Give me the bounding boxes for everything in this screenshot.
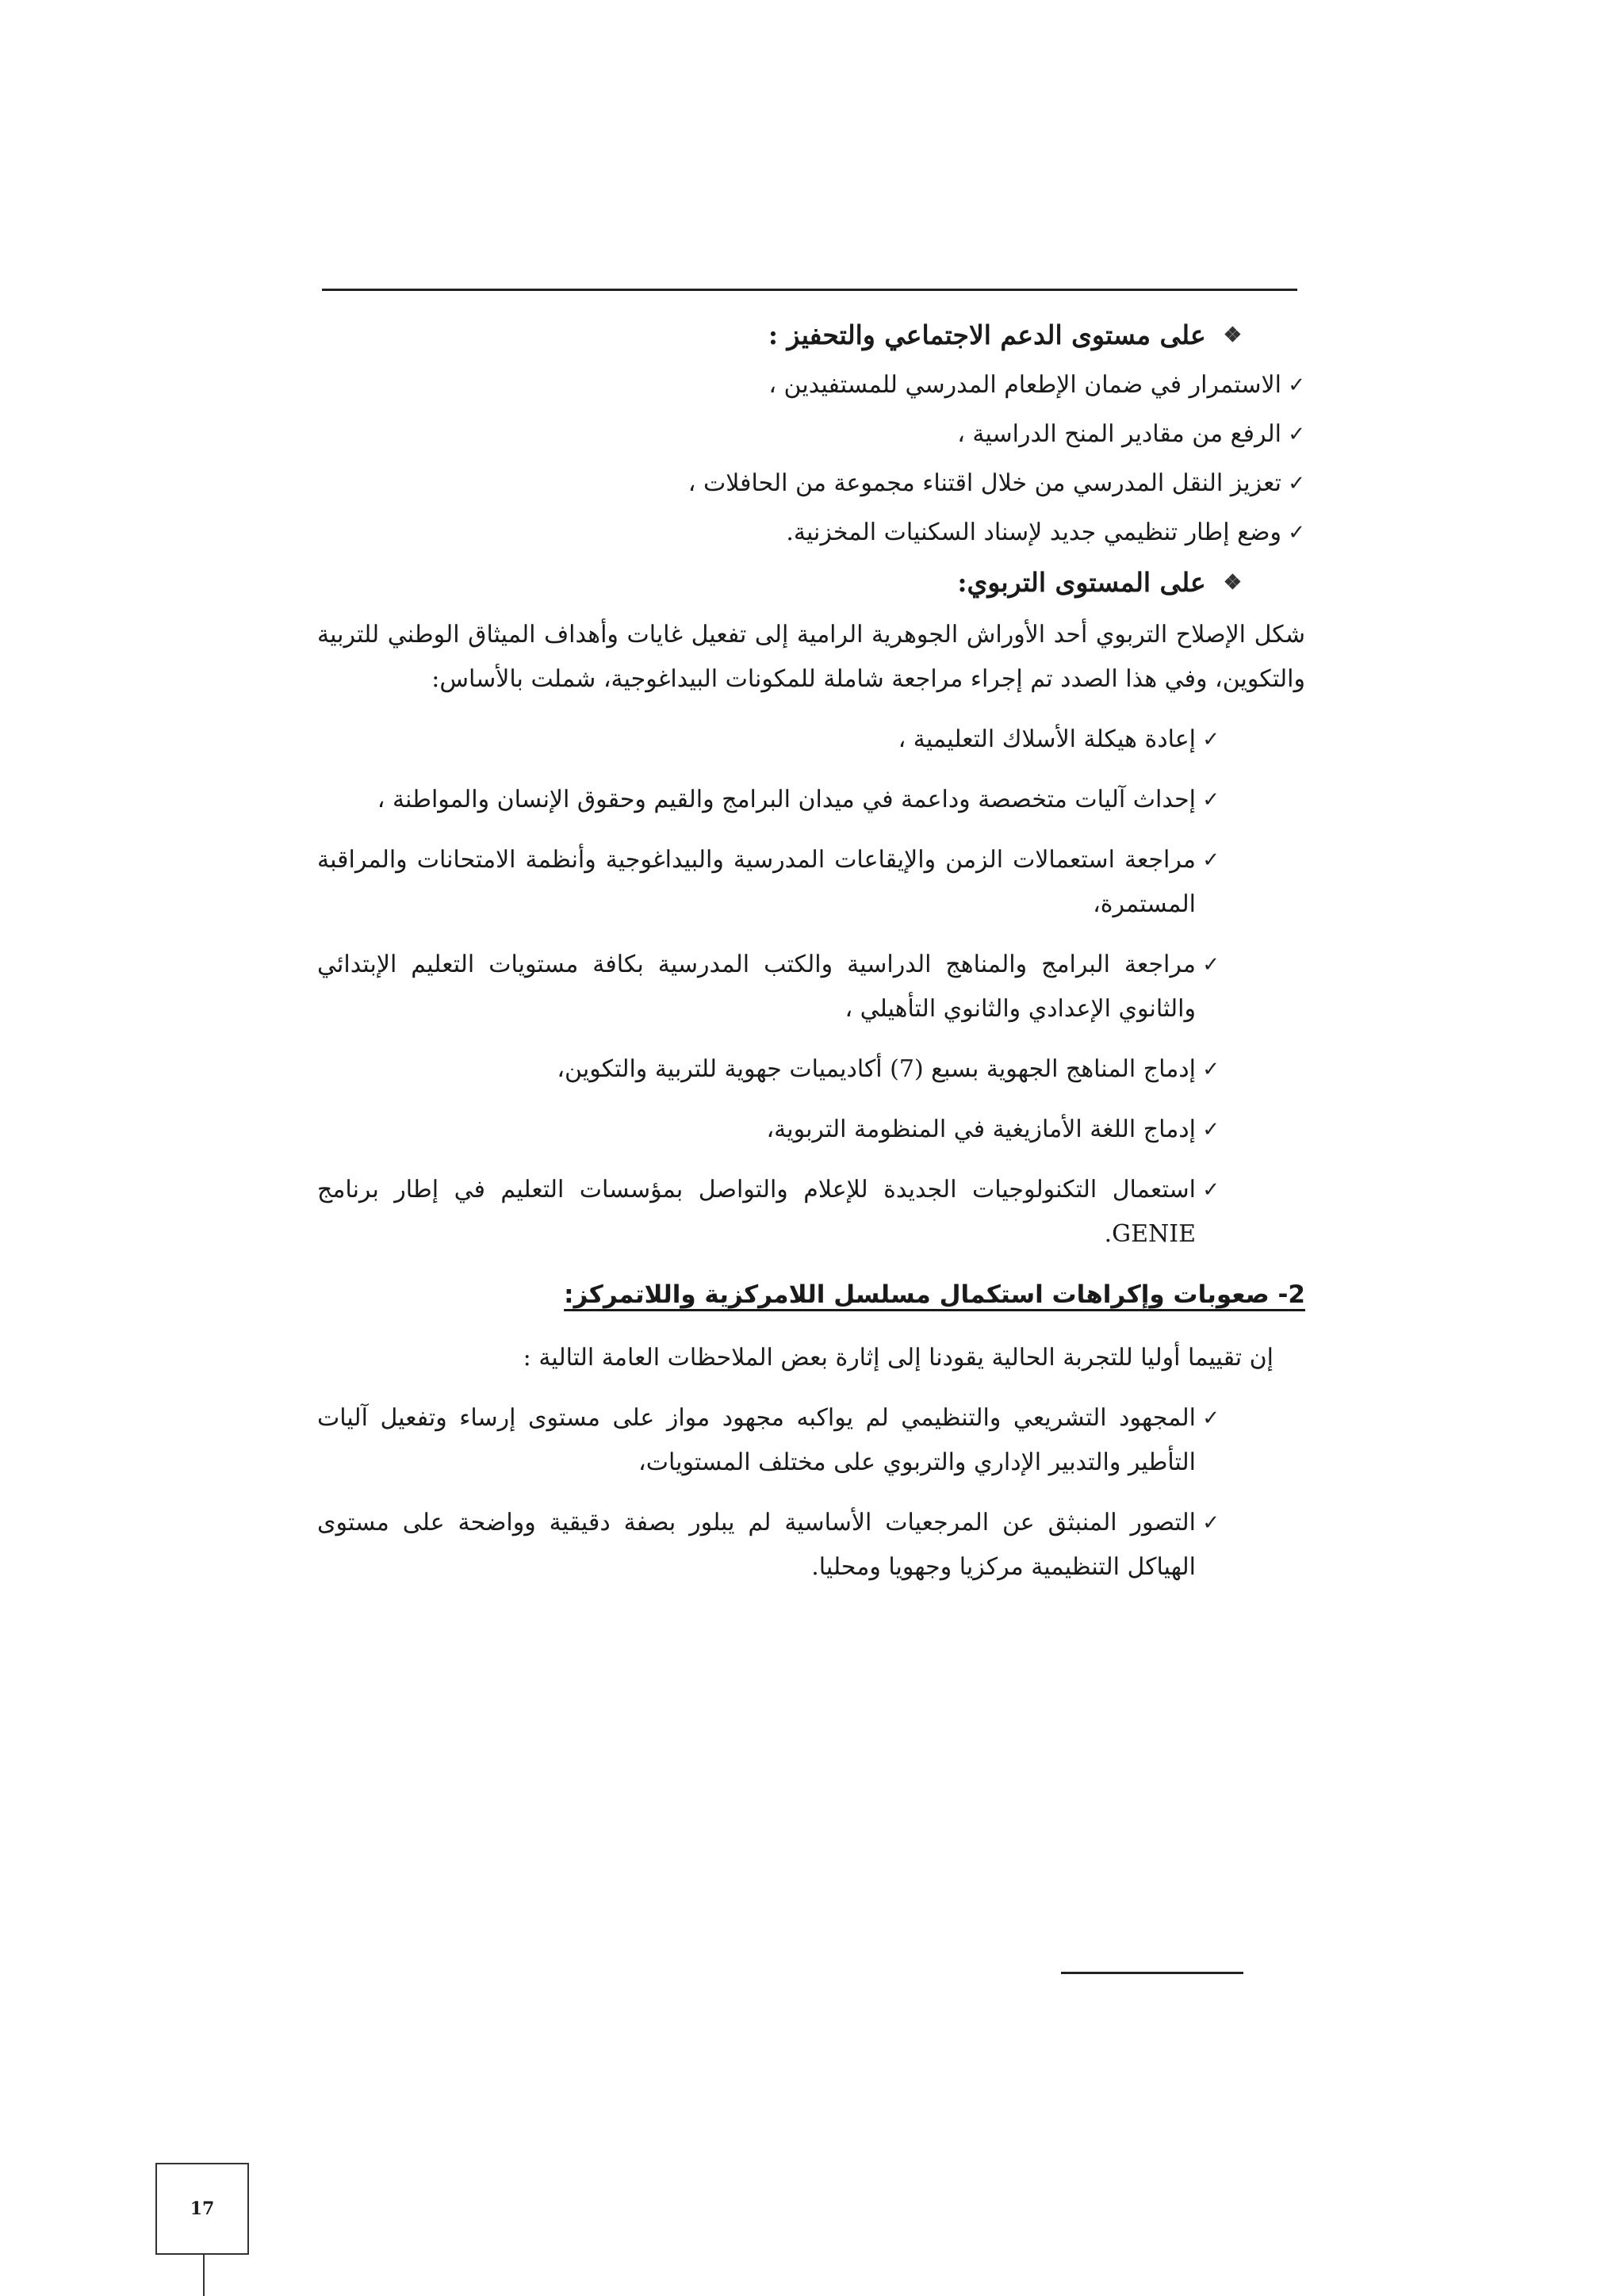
list-item: ✓ المجهود التشريعي والتنظيمي لم يواكبه مجهود مواز على مستوى إرساء وتفعيل آليات التأطير والتدبير الإداري والتربوي على مختلف المستويات، (317, 1396, 1220, 1485)
checkmark-icon: ✓ (1202, 1058, 1220, 1081)
page-number-stem (203, 2255, 205, 2296)
section-heading-social-support (317, 313, 1305, 358)
list-item: ✓ إعادة هيكلة الأسلاك التعليمية ، (317, 718, 1220, 762)
checkmark-icon: ✓ (1202, 788, 1220, 812)
checkmark-icon: ✓ (1202, 1406, 1220, 1430)
document-body (317, 313, 1305, 1605)
list-item: ✓ تعزيز النقل المدرسي من خلال اقتناء مجموعة من الحافلات ، (317, 462, 1305, 505)
checkmark-icon: ✓ (1288, 521, 1305, 545)
list-item: ✓ مراجعة استعمالات الزمن والإيقاعات المدرسية والبيداغوجية وأنظمة الامتحانات والمراقبة المستمرة، (317, 838, 1220, 927)
bullet-diamond-icon: ❖ (1223, 571, 1242, 595)
list-item: ✓ إدماج اللغة الأمازيغية في المنظومة التربوية، (317, 1108, 1220, 1152)
section-heading-text: على مستوى الدعم الاجتماعي والتحفيز : (768, 320, 1206, 350)
footnote-rule (1061, 1972, 1243, 1974)
pedagogical-list (317, 718, 1305, 1257)
checkmark-icon: ✓ (1288, 472, 1305, 496)
checkmark-icon: ✓ (1202, 1118, 1220, 1142)
list-item: ✓ إدماج المناهج الجهوية بسبع (7) أكاديميات جهوية للتربية والتكوين، (317, 1047, 1220, 1092)
list-item: ✓ التصور المنبثق عن المرجعيات الأساسية لم يبلور بصفة دقيقية وواضحة على مستوى الهياكل التنظيمية مركزيا وجهويا ومحليا. (317, 1501, 1220, 1590)
difficulties-list (317, 1396, 1305, 1590)
page-number: 17 (190, 2198, 215, 2219)
checkmark-icon: ✓ (1202, 1511, 1220, 1535)
difficulties-intro-paragraph: إن تقييما أوليا للتجربة الحالية يقودنا إلى إثارة بعض الملاحظات العامة التالية : (523, 1344, 1274, 1372)
section-heading-text: على المستوى التربوي: (957, 567, 1206, 598)
page-number-box (155, 2163, 249, 2255)
checkmark-icon: ✓ (1288, 373, 1305, 397)
checkmark-icon: ✓ (1288, 423, 1305, 446)
list-item: ✓ وضع إطار تنظيمي جديد لإسناد السكنيات المخزنية. (317, 511, 1305, 554)
bullet-diamond-icon: ❖ (1223, 323, 1242, 347)
list-item: ✓ إحداث آليات متخصصة وداعمة في ميدان البرامج والقيم وحقوق الإنسان والمواطنة ، (317, 778, 1220, 822)
list-item: ✓ مراجعة البرامج والمناهج الدراسية والكتب المدرسية بكافة مستويات التعليم الإبتدائي والثانوي الإعدادي والثانوي التأهيلي ، (317, 943, 1220, 1031)
list-item: ✓ استعمال التكنولوجيات الجديدة للإعلام والتواصل بمؤسسات التعليم في إطار برنامج GENIE. (317, 1168, 1220, 1257)
checkmark-icon: ✓ (1202, 848, 1220, 872)
checkmark-icon: ✓ (1202, 953, 1220, 977)
list-item: ✓ الاستمرار في ضمان الإطعام المدرسي للمستفيدين ، (317, 364, 1305, 407)
social-support-list (317, 364, 1305, 554)
list-item: ✓ الرفع من مقادير المنح الدراسية ، (317, 413, 1305, 456)
header-rule (322, 289, 1297, 291)
checkmark-icon: ✓ (1202, 1178, 1220, 1202)
section-title-difficulties: 2- صعوبات وإكراهات استكمال مسلسل اللامركزية واللاتمركز: (564, 1280, 1305, 1309)
section-heading-pedagogical (317, 561, 1305, 605)
pedagogical-intro-paragraph: شكل الإصلاح التربوي أحد الأوراش الجوهرية الرامية إلى تفعيل غايات وأهداف الميثاق الوطني للتربية والتكوين، وفي هذا الصدد تم إجراء مراجعة شاملة للمكونات البيداغوجية، شملت بالأساس: (317, 621, 1305, 693)
checkmark-icon: ✓ (1202, 728, 1220, 752)
